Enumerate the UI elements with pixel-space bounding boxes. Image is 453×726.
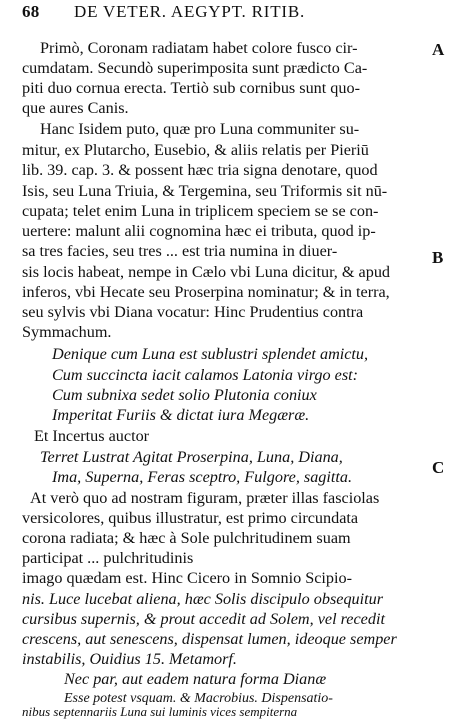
text-line: instabilis, Ouidius 15. Metamorf.: [22, 650, 237, 668]
verse-line: Cum succincta iacit calamos Latonia virgo est:: [52, 366, 359, 384]
verse-line: Denique cum Luna est sublustri splendet amictu,: [52, 345, 369, 363]
text-line: piti duo cornua erecta. Tertiò sub cornibus sunt quo-: [22, 79, 360, 97]
margin-marker-c: C: [432, 458, 445, 477]
verse-line: Cum subnixa sedet solio Plutonia coniux: [52, 386, 317, 404]
verse-line: Imperitat Furiis & dictat iura Megæræ.: [52, 406, 310, 424]
running-title: DE VETER. AEGYPT. RITIB.: [74, 2, 306, 21]
margin-marker-a: A: [432, 40, 445, 59]
verse-line: Ima, Superna, Feras sceptro, Fulgore, sagitta.: [52, 468, 353, 486]
text-line: mitur, ex Plutarcho, Eusebio, & aliis relatis per Pieriū: [22, 141, 369, 159]
text-line: Hanc Isidem puto, quæ pro Luna communiter su-: [40, 120, 360, 138]
text-line: sis locis habeat, nempe in Cælo vbi Luna dicitur, & apud: [22, 263, 391, 281]
text-line: lib. 39. cap. 3. & possent hæc tria signa denotare, quod: [22, 161, 378, 179]
verse-line: Terret Lustrat Agitat Proserpina, Luna, Diana,: [40, 448, 343, 466]
text-line: seu sylvis vbi Diana vocatur: Hinc Prudentius contra: [22, 303, 364, 321]
page-number: 68: [22, 2, 40, 21]
text-line: uertere: malunt alii cognomina hæc ei tributa, quod ip-: [22, 222, 376, 240]
text-line: participat ... pulchritudinis: [22, 549, 194, 567]
text-line: sa tres facies, seu tres ... est tria numina in diuer-: [22, 242, 338, 260]
text-line: Primò, Coronam radiatam habet colore fusco cir-: [40, 39, 358, 57]
margin-marker-b: B: [432, 248, 444, 267]
text-line: At verò quo ad nostram figuram, præter illas fasciolas: [30, 489, 380, 507]
verse-line: Esse potest vsquam. & Macrobius. Dispensatio-: [64, 691, 333, 706]
text-line: corona radiata; & hæc à Sole pulchritudinem suam: [22, 529, 351, 547]
text-line: nis. Luce lucebat aliena, hæc Solis discipulo obsequitur: [22, 590, 384, 608]
text-line: cumdatam. Secundò superimposita sunt prædicto Ca-: [22, 59, 368, 77]
text-line: crescens, aut senescens, dispensat lumen, ideoque semper: [22, 630, 397, 648]
text-line: cursibus supernis, & prout accedit ad Solem, vel recedit: [22, 610, 385, 628]
text-line: cupata; telet enim Luna in triplicem speciem se se con-: [22, 202, 379, 220]
text-line: versicolores, quibus illustratur, est primo circundata: [22, 509, 359, 527]
verse-line: Nec par, aut eadem natura forma Dianæ: [64, 670, 327, 688]
text-line: nibus septennariis Luna sui luminis vices sempiterna: [22, 704, 298, 719]
text-line: imago quædam est. Hinc Cicero in Somnio Scipio-: [22, 569, 353, 587]
text-line: Et Incertus auctor: [34, 427, 150, 445]
text-line: que aures Canis.: [22, 99, 129, 117]
text-line: inferos, vbi Hecate seu Proserpina nominatur; & in terra,: [22, 283, 390, 301]
page-header: [22, 2, 432, 26]
text-line: Isis, seu Luna Triuia, & Tergemina, seu Triformis sit nū-: [22, 182, 388, 200]
text-line: Symmachum.: [22, 323, 112, 341]
